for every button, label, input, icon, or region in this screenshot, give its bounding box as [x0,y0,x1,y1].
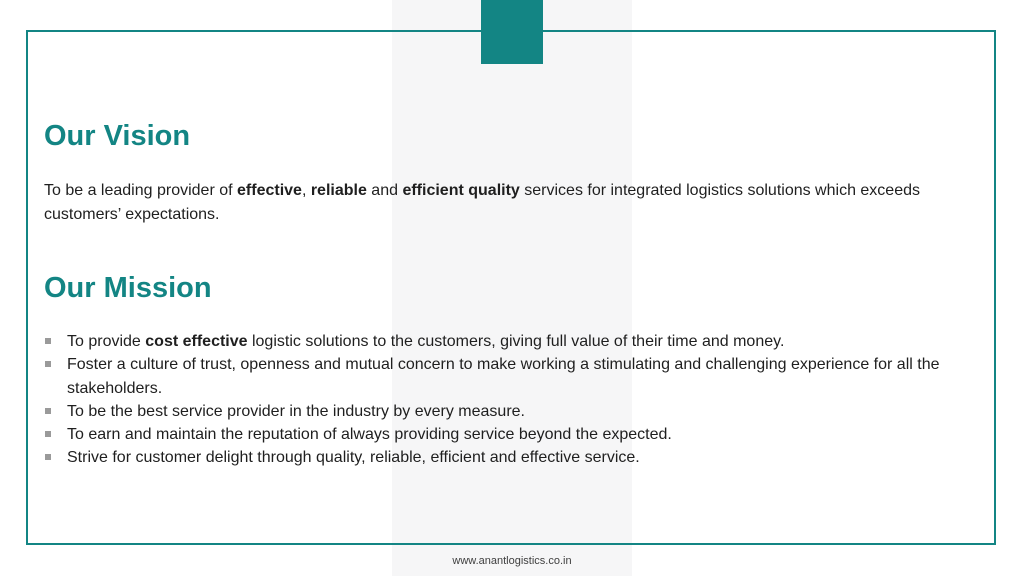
square-bullet-icon [45,431,51,437]
mission-item-text: Strive for customer delight through quality, reliable, efficient and effective service. [67,449,640,467]
vision-bold-effective: effective [237,182,302,199]
vision-text-part: and [366,182,403,199]
vision-bold-reliable: reliable [310,182,367,199]
mission-item-text: Foster a culture of trust, openness and mutual concern to make working a stimulating and challenging experience for all the stakeholders. [67,356,940,397]
square-bullet-icon [45,338,51,344]
square-bullet-icon [45,408,51,414]
mission-list [44,330,984,470]
mission-item-text: logistic solutions to the customers, giving full value of their time and money. [247,333,785,350]
mission-item [44,400,984,423]
vision-text-part: services for integrated logistics solutions which exceeds customers’ expectations. [44,182,920,223]
mission-heading: Our Mission [44,272,212,304]
mission-item-text: To provide [67,333,146,350]
mission-item [44,446,984,469]
footer-url: www.anantlogistics.co.in [452,555,572,567]
mission-item-bold: cost effective [145,333,248,350]
vision-bold-efficient-quality: efficient quality [402,182,520,199]
vision-statement [44,179,984,226]
slide-content [44,118,984,470]
vision-text-part: , [301,182,311,199]
vision-text-part: To be a leading provider of [44,182,238,199]
square-bullet-icon [45,454,51,460]
mission-item-text: To be the best service provider in the industry by every measure. [67,402,525,420]
vision-heading: Our Vision [44,120,191,152]
mission-item [44,423,984,446]
mission-item-text: To earn and maintain the reputation of always providing service beyond the expected. [67,426,672,444]
square-bullet-icon [45,361,51,367]
mission-item [44,330,984,353]
mission-item [44,353,984,400]
top-accent-tab [481,0,543,64]
